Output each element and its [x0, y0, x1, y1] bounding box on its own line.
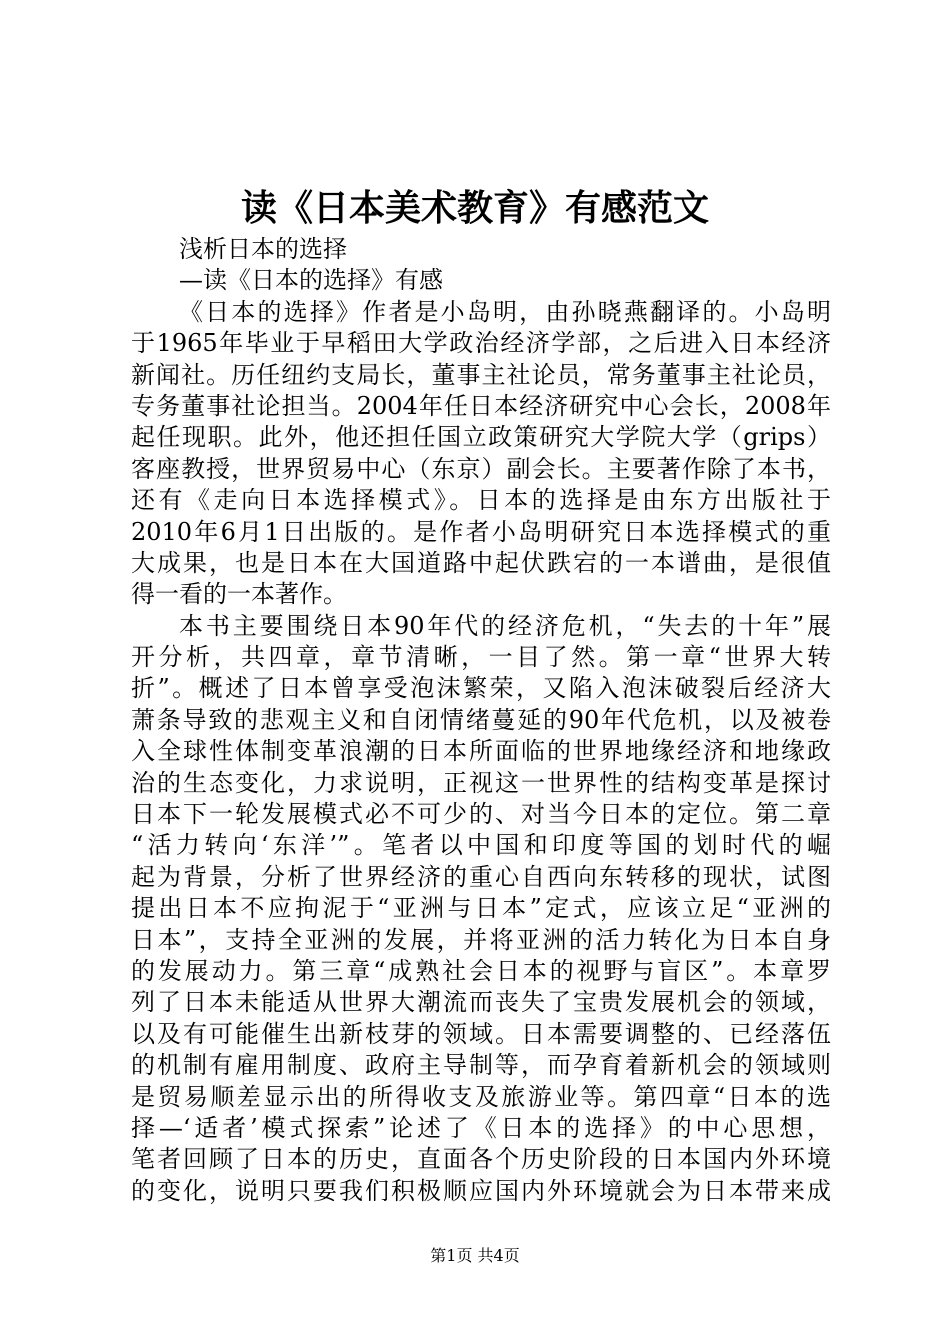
document-title: 读《日本美术教育》有感范文: [240, 187, 709, 229]
text-line: 日本下一轮发展模式必不可少的、对当今日本的定位。第二章: [131, 800, 831, 829]
text-line: 还有《走向日本选择模式》。日本的选择是由东方出版社于: [131, 486, 831, 515]
text-line: 萧条导致的悲观主义和自闭情绪蔓延的90年代危机，以及被卷: [131, 705, 831, 734]
text-line: —读《日本的选择》有感: [179, 266, 443, 295]
text-line: 治的生态变化，力求说明，正视这一世界性的结构变革是探讨: [131, 768, 831, 797]
text-line: 2010年6月1日出版的。是作者小岛明研究日本选择模式的重: [131, 517, 831, 546]
text-line: 开分析，共四章，章节清晰，一目了然。第一章“世界大转: [131, 643, 831, 672]
text-line: “活力转向‘东洋’”。笔者以中国和印度等国的划时代的崛: [131, 831, 831, 860]
text-line: 起任现职。此外，他还担任国立政策研究大学院大学（grips）: [131, 423, 831, 452]
text-line: 日本”，支持全亚洲的发展，并将亚洲的活力转化为日本自身: [131, 925, 831, 954]
text-line: 大成果，也是日本在大国道路中起伏跌宕的一本谱曲，是很值: [131, 548, 831, 577]
text-line: 提出日本不应拘泥于“亚洲与日本”定式，应该立足“亚洲的: [131, 894, 831, 923]
text-line: 专务董事社论担当。2004年任日本经济研究中心会长，2008年: [131, 391, 831, 420]
text-line: 得一看的一本著作。: [131, 580, 347, 609]
text-line: 择—‘适者’模式探索”论述了《日本的选择》的中心思想，: [131, 1113, 831, 1142]
text-line: 的变化，说明只要我们积极顺应国内外环境就会为日本带来成: [131, 1176, 831, 1205]
document-body: [131, 234, 831, 1207]
text-line: 的机制有雇用制度、政府主导制等，而孕育着新机会的领域则: [131, 1051, 831, 1080]
text-line: 新闻社。历任纽约支局长，董事主社论员，常务董事主社论员，: [131, 360, 831, 389]
text-line: 入全球性体制变革浪潮的日本所面临的世界地缘经济和地缘政: [131, 737, 831, 766]
text-line: 于1965年毕业于早稻田大学政治经济学部，之后进入日本经济: [131, 329, 831, 358]
text-line: 浅析日本的选择: [179, 235, 347, 263]
text-line: 是贸易顺差显示出的所得收支及旅游业等。第四章“日本的选: [131, 1082, 831, 1111]
text-line: 客座教授，世界贸易中心（东京）副会长。主要著作除了本书，: [131, 454, 831, 483]
text-line: 的发展动力。第三章“成熟社会日本的视野与盲区”。本章罗: [131, 956, 831, 985]
text-line: 本书主要围绕日本90年代的经济危机，“失去的十年”展: [179, 611, 831, 640]
text-line: 《日本的选择》作者是小岛明，由孙晓燕翻译的。小岛明: [179, 297, 831, 326]
text-line: 折”。概述了日本曾享受泡沫繁荣，又陷入泡沫破裂后经济大: [131, 674, 831, 703]
page-footer: 第1页 共4页: [430, 1246, 520, 1265]
text-line: 起为背景，分析了世界经济的重心自西向东转移的现状，试图: [131, 862, 831, 891]
text-line: 以及有可能催生出新枝芽的领域。日本需要调整的、已经落伍: [131, 1019, 831, 1048]
text-line: 笔者回顾了日本的历史，直面各个历史阶段的日本国内外环境: [131, 1145, 831, 1174]
text-line: 列了日本未能适从世界大潮流而丧失了宝贵发展机会的领域，: [131, 988, 831, 1017]
